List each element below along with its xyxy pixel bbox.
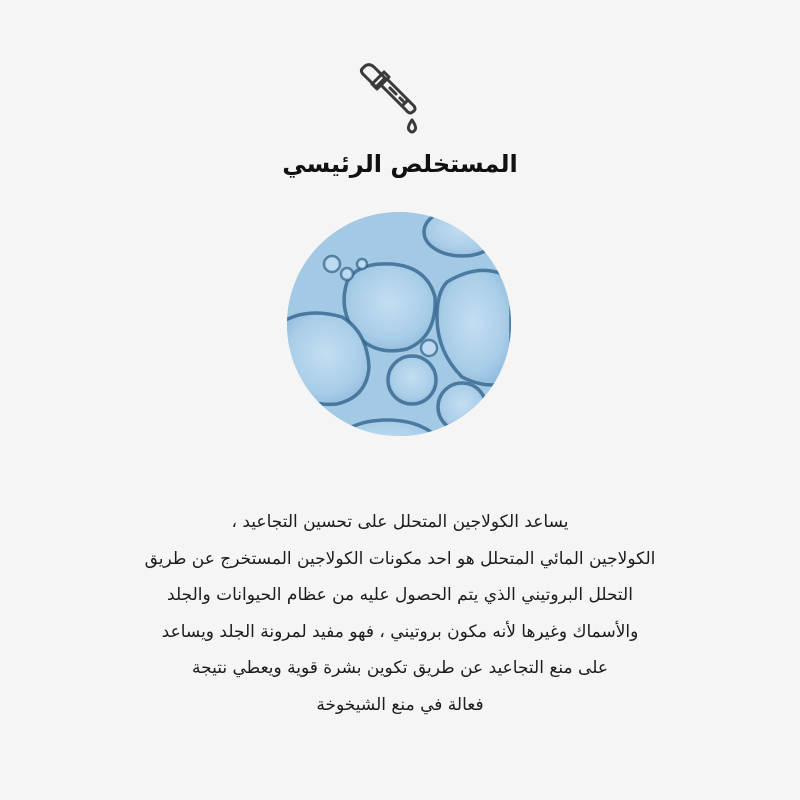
description-paragraph xyxy=(40,504,760,723)
dropper-icon xyxy=(352,58,448,138)
description-line: فعالة في منع الشيخوخة xyxy=(316,694,484,715)
description-line: والأسماك وغيرها لأنه مكون بروتيني ، فهو مفيد لمرونة الجلد ويساعد xyxy=(161,621,639,642)
description-line: التحلل البروتيني الذي يتم الحصول عليه من عظام الحيوانات والجلد xyxy=(167,585,633,605)
description-line: على منع التجاعيد عن طريق تكوين بشرة قوية ويعطي نتيجة xyxy=(192,658,608,678)
section-title: المستخلص الرئيسي xyxy=(282,150,518,178)
collagen-bubbles-image xyxy=(287,212,511,436)
description-line: يساعد الكولاجين المتحلل على تحسين التجاعيد ، xyxy=(231,512,569,532)
description-line: الكولاجين المائي المتحلل هو احد مكونات الكولاجين المستخرج عن طريق xyxy=(144,548,656,569)
